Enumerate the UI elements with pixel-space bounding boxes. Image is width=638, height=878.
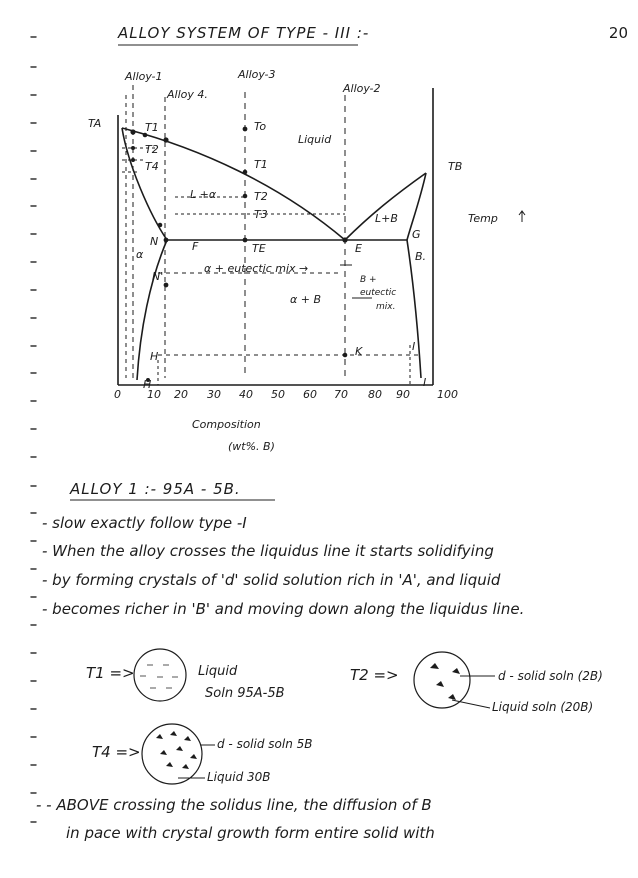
temp-t2-center: T2 bbox=[254, 190, 268, 203]
x-tick-60: 60 bbox=[303, 388, 317, 401]
temp-ta: TA bbox=[88, 117, 102, 130]
body-line-1: - slow exactly follow type -I bbox=[42, 514, 247, 532]
temp-t4-left: T4 bbox=[145, 160, 159, 173]
x-tick-30: 30 bbox=[207, 388, 221, 401]
point-e: E bbox=[355, 242, 362, 255]
x-axis-label: Composition bbox=[192, 418, 261, 431]
x-tick-90: 90 bbox=[396, 388, 410, 401]
x-tick-labels bbox=[114, 388, 458, 401]
alloy-1-label: Alloy-1 bbox=[125, 70, 163, 83]
temp-axis-label: Temp bbox=[468, 212, 498, 225]
sketch-t1-text-2: Soln 95A-5B bbox=[205, 686, 285, 701]
page-title: ALLOY SYSTEM OF TYPE - III :- bbox=[118, 24, 370, 42]
temp-t1-center: T1 bbox=[254, 158, 268, 171]
x-tick-50: 50 bbox=[271, 388, 285, 401]
point-n: N bbox=[150, 235, 159, 248]
x-axis-unit: (wt%. B) bbox=[228, 440, 275, 453]
section-heading: ALLOY 1 :- 95A - 5B. bbox=[70, 480, 241, 498]
x-tick-20: 20 bbox=[174, 388, 188, 401]
x-tick-10: 10 bbox=[147, 388, 161, 401]
point-h: H bbox=[150, 350, 159, 363]
sketch-t2-label: T2 => bbox=[350, 666, 399, 684]
body-line-2: - When the alloy crosses the liquidus line it starts solidifying bbox=[42, 542, 494, 560]
phase-alpha: α bbox=[136, 248, 144, 261]
sketch-t2-liquid: Liquid soln (20B) bbox=[492, 700, 594, 714]
sketch-t1-text-1: Liquid bbox=[198, 664, 238, 679]
point-f: F bbox=[192, 240, 199, 253]
body-line-3: - by forming crystals of 'd' solid solution rich in 'A', and liquid bbox=[42, 571, 501, 589]
point-k: K bbox=[355, 345, 363, 358]
temp-t3-center: T3 bbox=[254, 208, 268, 221]
temp-to: To bbox=[254, 120, 267, 133]
point-h-bottom: H bbox=[143, 378, 152, 391]
alloy-2-label: Alloy-2 bbox=[343, 82, 381, 95]
phase-beta-eutectic-1: B + bbox=[360, 275, 377, 285]
footer-line-2: in pace with crystal growth form entire solid with bbox=[66, 824, 435, 842]
phase-beta-eutectic-3: mix. bbox=[376, 302, 396, 312]
x-tick-80: 80 bbox=[368, 388, 382, 401]
section-heading-underline bbox=[70, 498, 290, 502]
phase-beta-eutectic-2: eutectic bbox=[360, 288, 397, 298]
phase-alpha-eutectic: α + eutectic mix → bbox=[204, 262, 309, 275]
t1-circle bbox=[134, 649, 186, 701]
sketch-t4-solid: d - solid soln 5B bbox=[217, 737, 313, 751]
sketch-t1-label: T1 => bbox=[86, 664, 135, 682]
alloy-3-label: Alloy-3 bbox=[238, 68, 276, 81]
phase-l-alpha: L +α bbox=[190, 188, 217, 201]
point-i-bottom: I bbox=[423, 376, 427, 389]
x-tick-0: 0 bbox=[114, 388, 121, 401]
sketch-t4-liquid: Liquid 30B bbox=[207, 770, 271, 784]
point-n-prime: N' bbox=[152, 270, 164, 283]
body-line-4: - becomes richer in 'B' and moving down along the liquidus line. bbox=[42, 600, 525, 618]
x-tick-70: 70 bbox=[334, 388, 348, 401]
point-i: I bbox=[412, 340, 416, 353]
x-tick-40: 40 bbox=[239, 388, 253, 401]
phase-l-beta: L+B bbox=[375, 212, 398, 225]
x-tick-100: 100 bbox=[437, 388, 458, 401]
temp-t2-left: T2 bbox=[145, 143, 159, 156]
phase-liquid: Liquid bbox=[298, 133, 332, 146]
phase-alpha-beta: α + B bbox=[290, 293, 322, 306]
page-number: 20 bbox=[608, 24, 628, 42]
t2-circle bbox=[414, 652, 470, 708]
temp-tb: TB bbox=[448, 160, 463, 173]
temp-te: TE bbox=[252, 242, 266, 255]
footer-line-1: - - ABOVE crossing the solidus line, the diffusion of B bbox=[36, 796, 432, 814]
sketch-t4-label: T4 => bbox=[92, 743, 141, 761]
phase-beta: B. bbox=[415, 250, 427, 263]
point-g: G bbox=[412, 228, 421, 241]
alloy-4-label: Alloy 4. bbox=[167, 88, 208, 101]
sketch-t2-solid: d - solid soln (2B) bbox=[498, 669, 603, 683]
temp-t1-left: T1 bbox=[145, 121, 159, 134]
